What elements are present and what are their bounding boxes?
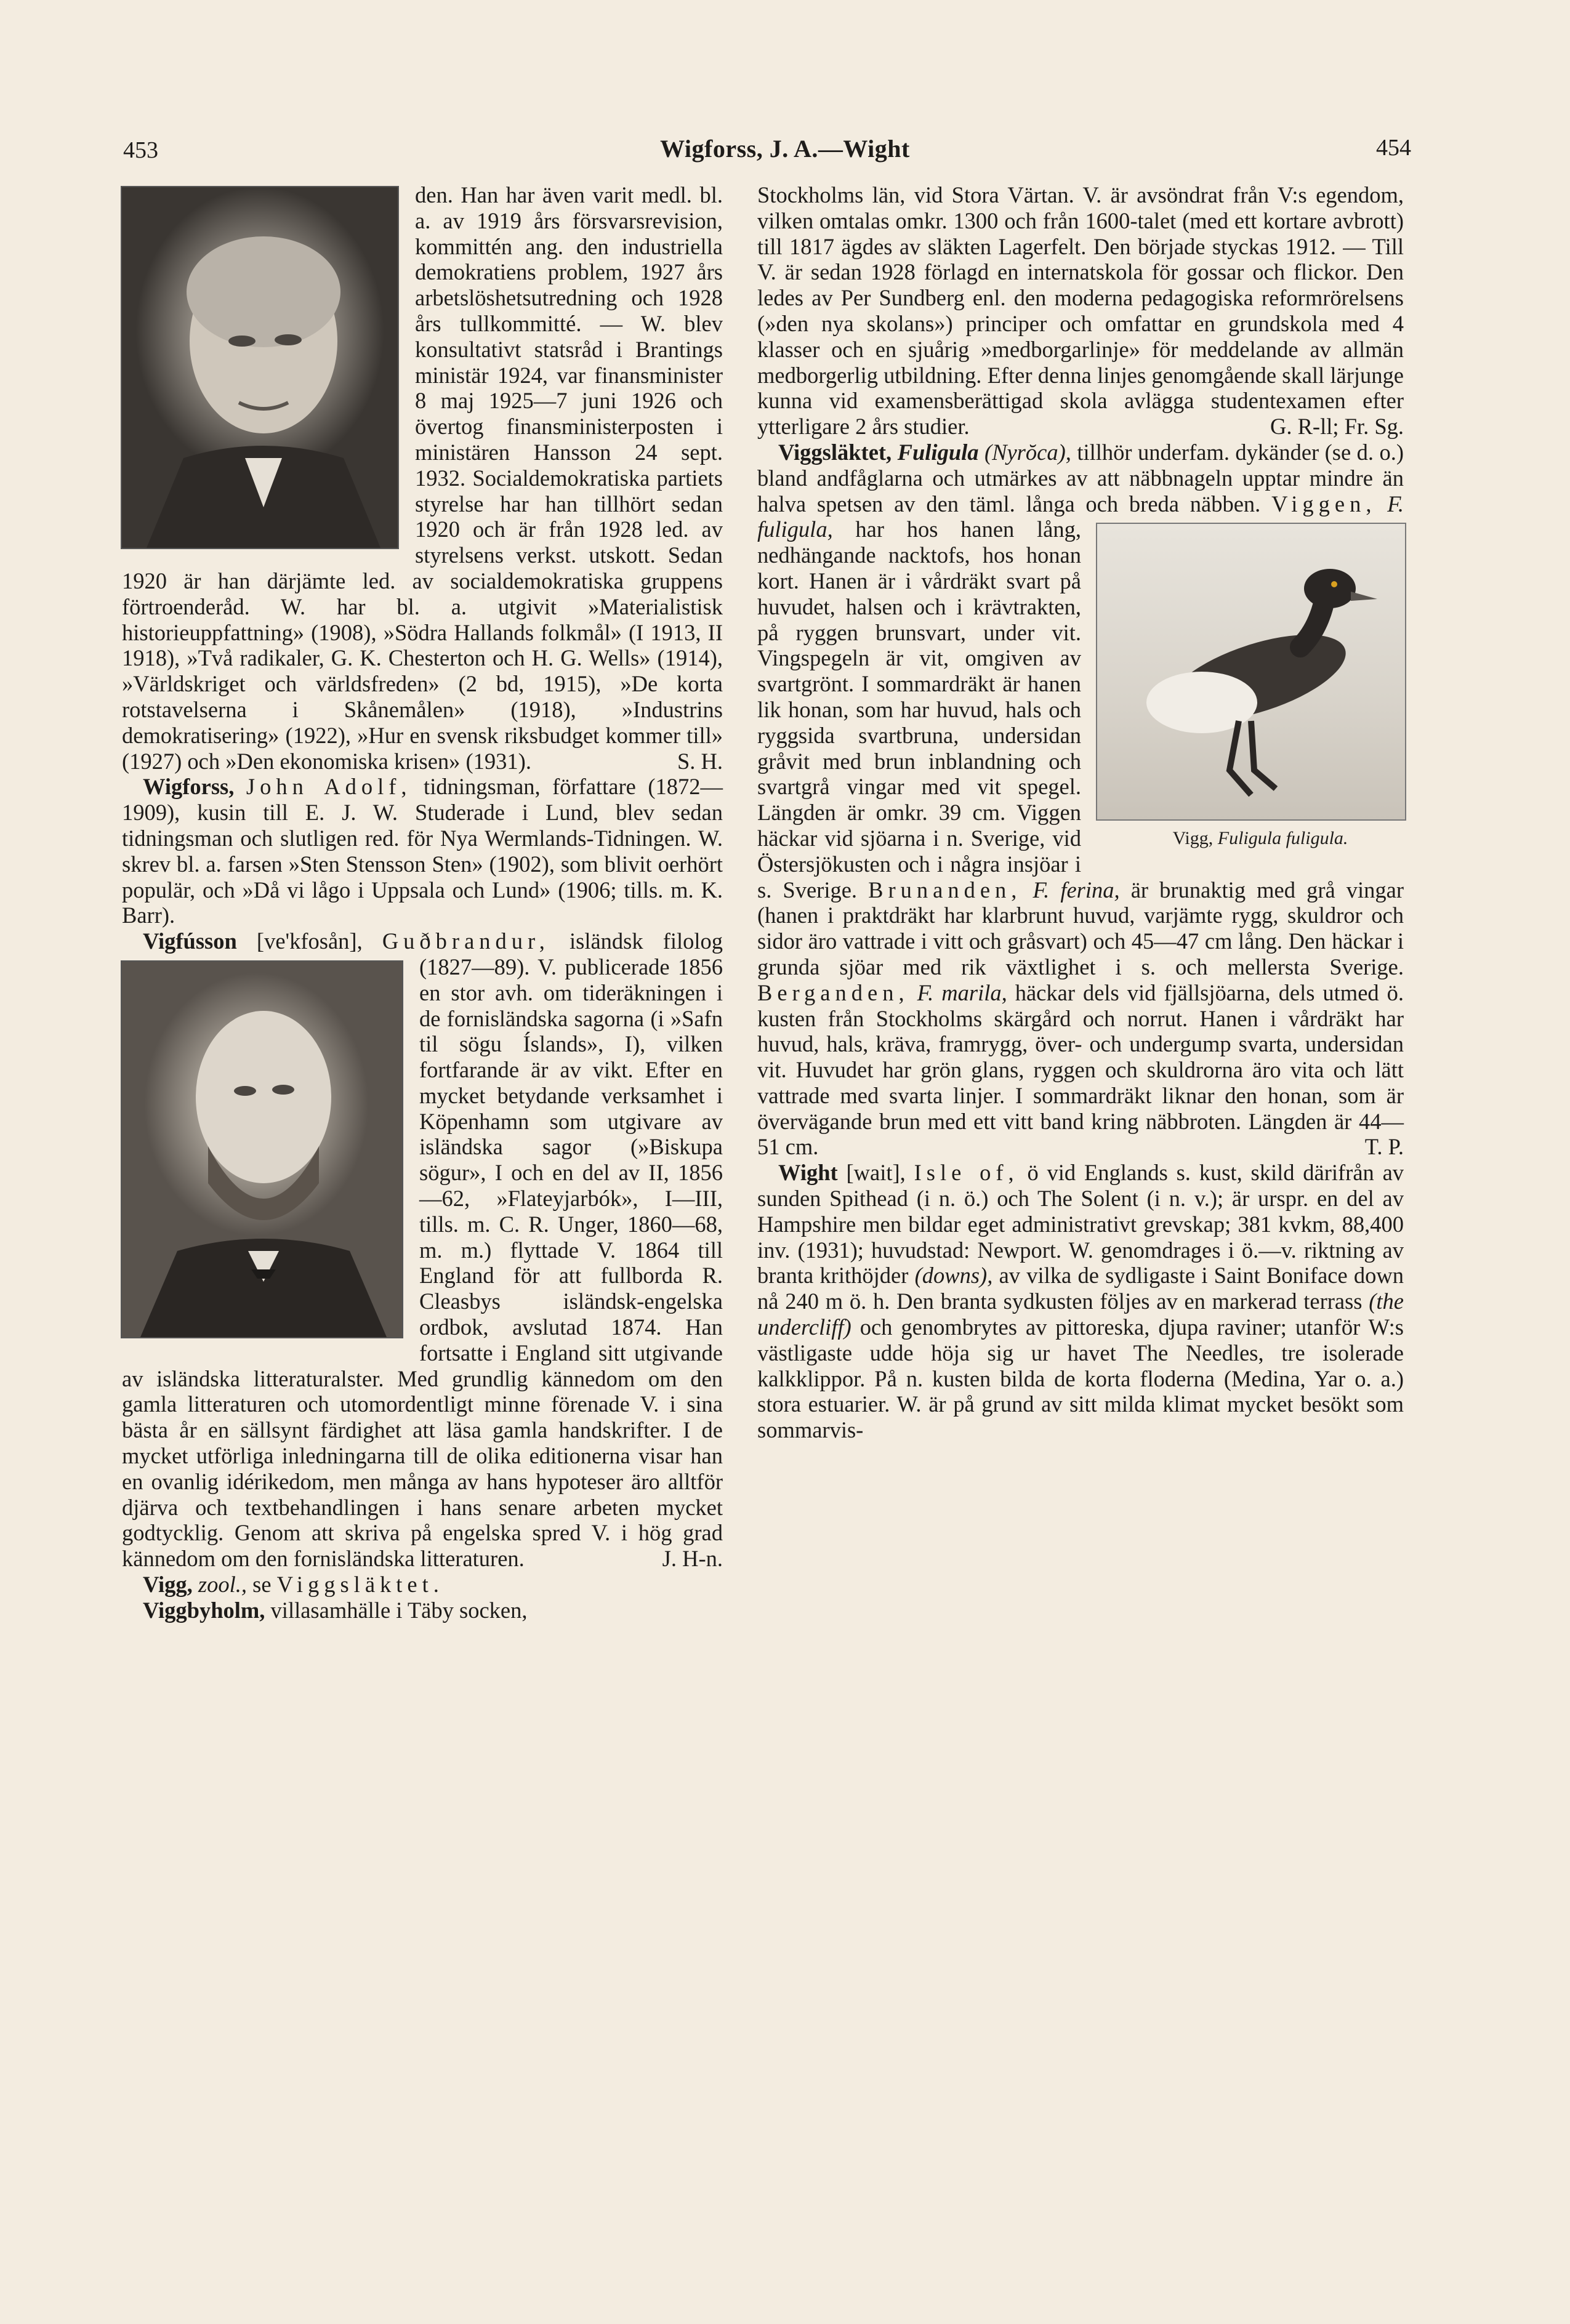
wight-undercliff: (the undercliff) — [757, 1289, 1404, 1340]
right-column — [757, 182, 1404, 1443]
viggslaktet-intro: tillhör underfam. dykänder (se d. o.) bland andfåglarna och utmärkes av att näbbnageln upptar mindre än halva spetsen av den täml. långa och breda näbben. — [757, 439, 1404, 517]
vigfusson-text: isländsk filolog (1827—89). V. publicerade 1856 en stor avh. om tideräkningen i de fornisländska sagorna (i »Safn til sögu Íslands», I), vilken fortfarande är av vikt. Efter en mycket betydande verksamhet i Köpenhamn som utgivare av isländska sagor (»Biskupa sögur», I och en del av II, 1856—62, »Flateyjarbók», I—III, tills. m. C. R. Unger, 1860—68, m. m.) flyttade V. 1864 till England för att fullborda R. Cleasbys isländsk-engelska ordbok, avslutad 1874. Han fortsatte i England sitt utgivande av isländska litteraturalster. Med grundlig kännedom om den gamla litteraturen och utomordentligt minne förenade V. i sina bästa år en sällsynt färdighet att läsa gamla handskrifter. I de mycket utförliga inledningarna till de olika editionerna visar han en ovanlig idérikedom, men många av hans hypoteser äro alltför djärva och textbehandlingen i hans senare arbeten mycket godtycklig. Genom att skriva på engelska spred V. i hög grad kännedom om den fornisländska litteraturen. — [122, 928, 723, 1572]
signature-viggbyholm: G. R-ll; Fr. Sg. — [1270, 414, 1404, 440]
latin-nyroca: (Nyrŏca), — [984, 439, 1071, 465]
wigforss-ernst-text: den. Han har även varit medl. bl. a. av 1919 års försvarsrevision, kommittén ang. den industriella demokratiens problem, 1927 års arbetslöshetsutredning och 1928 års tullkommitté. — W. blev konsultativt statsråd i Brantings ministär 1924, var finansminister 8 maj 1925—7 juni 1926 och övertog finansministerposten i ministären Hansson 24 sept. 1932. Socialdemokratiska partiets styrelse har han tillhört sedan 1920 och är från 1928 led. av styrelsens verkst. utskott. Sedan 1920 är han därjämte led. av socialdemokratiska gruppens förtroenderåd. W. har bl. a. utgivit »Materialistisk historieuppfattning» (1908), »Södra Hallands folkmål» (I 1913, II 1918), »Två radikaler, G. K. Chesterton och H. G. Wells» (1914), »Världskriget och världsfreden» (2 bd, 1915), »De korta rotstavelserna i Skånemålen» (1918), »Industrins demokratisering» (1922), »Hur en svensk riksbudget kommer till» (1927) och »Den ekonomiska krisen» (1931). — [122, 182, 723, 774]
viggen-name: Viggen, — [1271, 491, 1377, 517]
viggen-text: har hos hanen lång, nedhängande nacktofs, hos honan kort. Hanen är i vårdräkt svart på huvudet, halsen och i krävtrakten, på ryggen brunsvart, under vit. Vingspegeln är vit, omgiven av svartgrönt. I sommardräkt är hanen lik honan, som har huvud, hals och ryggsida svartbruna, undersidan gråvit med brun inblandning och svartgrå vingar med vit spegel. Längden är omkr. 39 cm. Viggen häckar vid sjöarna i n. Sverige, vid Östersjökusten och i några insjöar i s. Sverige. — [757, 517, 1081, 903]
portrait-silhouette-icon — [122, 187, 398, 548]
page-number-left: 453 — [123, 137, 158, 163]
entry-wight — [757, 1160, 1404, 1443]
wigforss-john-text: tidningsman, författare (1872—1909), kusin till E. J. W. Studerade i Lund, blev sedan tidningsman och slutligen red. för Nya Wermlands-Tidningen. W. skrev bl. a. farsen »Sten Stensson Sten» (1902), som blivit oerhört populär, och »Då vi lågo i Uppsala och Lund» (1906; tills. m. K. Barr). — [122, 774, 723, 928]
pronunciation-vigfusson: [ve'kfosån], — [256, 928, 363, 954]
signature-vigfusson: J. H-n. — [662, 1546, 723, 1572]
brunanden-latin: F. ferina, — [1033, 877, 1120, 903]
headword-viggslaktet: Viggsläktet, — [778, 439, 892, 465]
portrait-wigforss-photo — [121, 186, 399, 549]
signature-viggslaktet: T. P. — [1364, 1134, 1404, 1160]
given-name-wigforss-john: John Adolf, — [246, 774, 412, 800]
viggbyholm-cont-text: Stockholms län, vid Stora Värtan. V. är avsöndrat från V:s egendom, vilken omtalas omkr. 1300 och från 1600-talet (med ett kortare avbrott) till 1817 ägdes av släkten Lagerfelt. Den började styckas 1912. — Till V. är sedan 1928 förlagd en internatskola för gossar och flickor. Den ledes av Per Sundberg enl. den moderna pedagogiska reformrörelsens (»den nya skolans») principer och omfattar en grundskola med 4 klasser och en sjuårig »medborgarlinje» för meddelande av allmän medborgerlig utbildning. Efter denna linjes genomgående skall lärjunge kunna vid examensberättigad skola avlägga studentexamen efter ytterligare 2 års studier. — [757, 182, 1404, 440]
berganden-text: häckar dels vid fjällsjöarna, dels utmed ö. kusten från Stockholms skärgård och norrut. Hanen i vårdräkt har huvud, hals, kräva, framrygg, över- och undergump svarta, undersidan vit. Huvudet har grön glans, ryggen och skuldrorna äro vita och lätt vattrade med svarta linjer. I sommardräkt liknar den honan, som är övervägande brun med ett vitt band kring näbbroten. Längden är 44—51 cm. — [757, 979, 1404, 1160]
vigg-cross-reference: Viggsläktet. — [276, 1572, 444, 1598]
wight-text-b: av vilka de sydligaste i Saint Boniface down nå 240 m ö. h. Den branta sydkusten följes av en markerad terrass — [757, 1263, 1404, 1314]
viggen-latin: F. fuligula, — [757, 491, 1404, 542]
entry-vigg — [122, 1572, 723, 1598]
wight-text-a: ö vid Englands s. kust, skild därifrån av sunden Spithead (i n. ö.) och The Solent (i n. v.); är urspr. en del av Hampshire men bildar eget administrativt grevskap; 381 kvkm, 88,400 inv. (1931); huvudstad: Newport. W. genomdrages i ö.—v. riktning av branta krithöjder — [757, 1160, 1404, 1289]
headword-vigg: Vigg, — [143, 1572, 193, 1598]
entry-wigforss-john — [122, 774, 723, 928]
given-name-vigfusson: Guðbrandur, — [382, 928, 550, 954]
vigg-se: se — [252, 1572, 272, 1598]
duck-caption-latin: Fuligula fuligula. — [1217, 828, 1348, 849]
headword-vigfusson: Vigfússon — [143, 928, 237, 954]
signature-wigforss-ernst: S. H. — [677, 748, 723, 774]
headword-wigforss-john: Wigforss, — [143, 774, 235, 800]
portrait-vigfusson-photo — [121, 960, 403, 1338]
entry-wigforss-ernst-intro — [122, 182, 723, 774]
given-name-wight: Isle of, — [914, 1160, 1019, 1186]
brunanden-name: Brunanden, — [868, 877, 1022, 903]
entry-viggslaktet — [757, 440, 1404, 1160]
label-zool: zool., — [198, 1572, 248, 1598]
left-column — [122, 182, 723, 1623]
latin-fuligula: Fuligula — [897, 439, 979, 465]
entry-vigfusson — [122, 928, 723, 1572]
viggbyholm-text: villasamhälle i Täby socken, — [270, 1597, 528, 1623]
berganden-latin: F. marila, — [917, 979, 1007, 1005]
page-number-right: 454 — [1376, 135, 1411, 161]
wight-downs: (downs), — [914, 1263, 993, 1289]
berganden-name: Berganden, — [757, 979, 909, 1005]
wight-text-c: och genombrytes av pittoreska, djupa raviner; utanför W:s västligaste udde höja sig ur havet The Needles, tre isolerade kalkklippor. På n. kusten bilda de korta floderna (Medina, Yar o. a.) stora estuarier. W. är på grund av sitt milda klimat mycket besökt som sommarvis- — [757, 1314, 1404, 1443]
entry-viggbyholm — [122, 1598, 723, 1623]
duck-caption — [1096, 826, 1404, 851]
duck-icon — [1097, 524, 1405, 819]
running-head: Wigforss, J. A.—Wight — [660, 135, 910, 163]
portrait-silhouette-icon — [122, 962, 402, 1337]
entry-viggbyholm-continued — [757, 182, 1404, 440]
duck-photo — [1096, 523, 1406, 821]
headword-viggbyholm: Viggbyholm, — [143, 1597, 265, 1623]
duck-caption-word: Vigg, — [1172, 828, 1214, 849]
brunanden-text: är brunaktig med grå vingar (hanen i praktdräkt har klarbrunt huvud, varjämte rygg, skuldror och sidor äro vattrade i vitt och gråsvart) och 45—47 cm lång. Den häckar i grunda sjöar med rik växtlighet i s. och mellersta Sverige. — [757, 877, 1404, 979]
headword-wight: Wight — [778, 1160, 838, 1186]
duck-figure — [1096, 523, 1404, 851]
pronunciation-wight: [wait], — [846, 1160, 906, 1186]
